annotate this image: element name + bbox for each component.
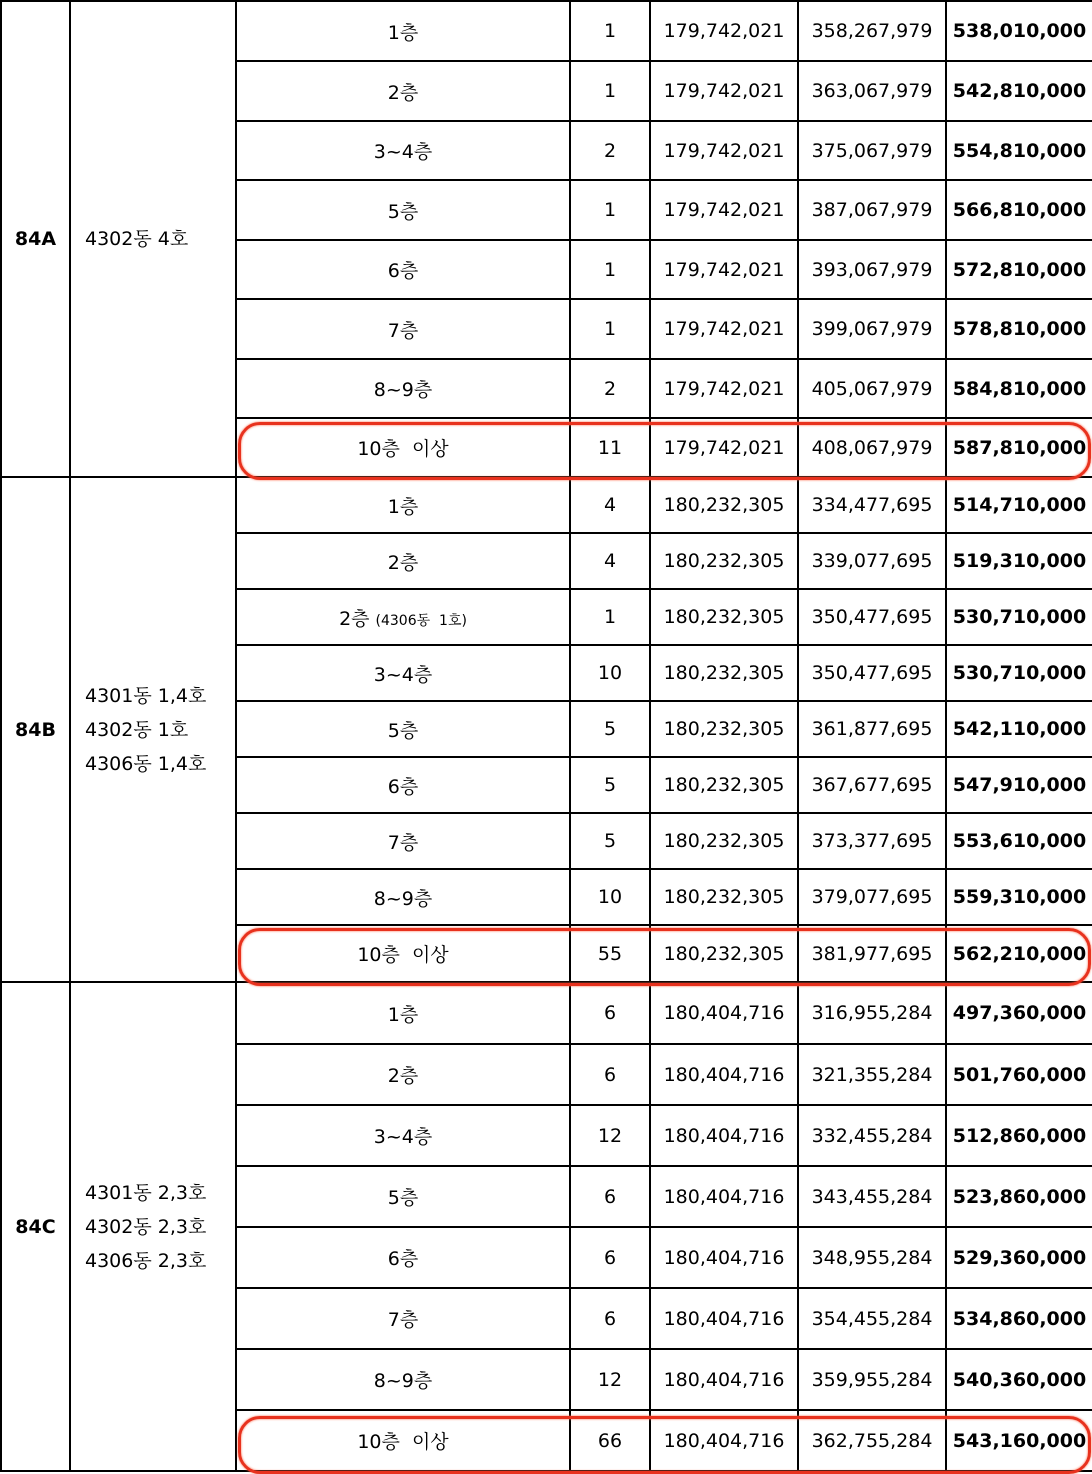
floor-cell: [236, 869, 570, 925]
floor-cell: [236, 925, 570, 982]
floor-cell: [236, 645, 570, 701]
land-price-cell: 180,232,305: [650, 813, 798, 869]
land-price-cell: 180,404,716: [650, 1349, 798, 1410]
building-price-cell: 361,877,695: [798, 701, 946, 757]
building-price-cell: 393,067,979: [798, 240, 946, 299]
floor-cell: [236, 1288, 570, 1349]
floor-label: 10층 이상: [357, 944, 449, 966]
land-price-cell: 179,742,021: [650, 121, 798, 180]
floor-label: 2층: [339, 607, 370, 630]
units-cell: 6: [570, 1044, 650, 1105]
floor-cell: [236, 589, 570, 645]
units-cell: 2: [570, 359, 650, 418]
total-price-cell: 578,810,000: [946, 299, 1092, 359]
total-price-cell: 572,810,000: [946, 240, 1092, 299]
total-price-cell: 497,360,000: [946, 982, 1092, 1044]
building-list-cell: [70, 982, 236, 1471]
land-price-cell: 179,742,021: [650, 418, 798, 477]
floor-cell: [236, 701, 570, 757]
floor-label: 5층: [387, 1187, 419, 1209]
total-price-cell: 540,360,000: [946, 1349, 1092, 1410]
units-cell: 5: [570, 757, 650, 813]
floor-label: 1층: [387, 21, 419, 44]
units-cell: 11: [570, 418, 650, 477]
floor-label: 5층: [387, 719, 419, 742]
building-price-cell: 399,067,979: [798, 299, 946, 359]
total-price-cell: 547,910,000: [946, 757, 1092, 813]
floor-label: 6층: [387, 1248, 419, 1270]
floor-cell: [236, 240, 570, 299]
unit-type-cell: 84A: [1, 1, 70, 477]
building-price-cell: 334,477,695: [798, 477, 946, 533]
land-price-cell: 180,404,716: [650, 1227, 798, 1288]
units-cell: 66: [570, 1410, 650, 1471]
table-row: [1, 1, 1092, 61]
floor-label: 10층 이상: [357, 438, 449, 460]
total-price-cell: 542,110,000: [946, 701, 1092, 757]
land-price-cell: 180,404,716: [650, 1044, 798, 1105]
units-cell: 1: [570, 589, 650, 645]
total-price-cell: 554,810,000: [946, 121, 1092, 180]
land-price-cell: 180,232,305: [650, 533, 798, 589]
units-cell: 6: [570, 1166, 650, 1227]
floor-cell: [236, 299, 570, 359]
total-price-cell: 566,810,000: [946, 180, 1092, 240]
land-price-cell: 179,742,021: [650, 1, 798, 61]
floor-label: 10층 이상: [357, 1431, 449, 1453]
floor-label: 1층: [387, 495, 419, 518]
floor-cell: [236, 121, 570, 180]
land-price-cell: 180,232,305: [650, 869, 798, 925]
total-price-cell: 538,010,000: [946, 1, 1092, 61]
units-cell: 4: [570, 533, 650, 589]
floor-label: 2층: [387, 1065, 419, 1087]
floor-note: (4306동 1호): [375, 612, 467, 629]
floor-cell: [236, 359, 570, 418]
floor-label: 8~9층: [373, 1370, 433, 1392]
units-cell: 1: [570, 240, 650, 299]
units-cell: 10: [570, 869, 650, 925]
building-line: 4302동 4호: [85, 228, 189, 250]
unit-type-cell: 84B: [1, 477, 70, 982]
building-line: 4302동 2,3호: [85, 1215, 207, 1238]
land-price-cell: 179,742,021: [650, 299, 798, 359]
building-list-cell: [70, 1, 236, 477]
building-price-cell: 381,977,695: [798, 925, 946, 982]
units-cell: 6: [570, 982, 650, 1044]
floor-cell: [236, 813, 570, 869]
units-cell: 1: [570, 1, 650, 61]
units-cell: 1: [570, 61, 650, 121]
floor-cell: [236, 982, 570, 1044]
building-price-cell: 348,955,284: [798, 1227, 946, 1288]
total-price-cell: 501,760,000: [946, 1044, 1092, 1105]
building-price-cell: 359,955,284: [798, 1349, 946, 1410]
building-price-cell: 321,355,284: [798, 1044, 946, 1105]
building-line: 4301동 1,4호: [85, 684, 207, 707]
land-price-cell: 180,232,305: [650, 589, 798, 645]
floor-label: 3~4층: [373, 663, 433, 686]
floor-cell: [236, 477, 570, 533]
floor-cell: [236, 533, 570, 589]
floor-cell: [236, 1410, 570, 1471]
land-price-cell: 180,404,716: [650, 982, 798, 1044]
floor-cell: [236, 180, 570, 240]
total-price-cell: 512,860,000: [946, 1105, 1092, 1166]
building-price-cell: 362,755,284: [798, 1410, 946, 1471]
units-cell: 12: [570, 1105, 650, 1166]
floor-label: 7층: [387, 319, 419, 342]
floor-label: 8~9층: [373, 887, 433, 910]
land-price-cell: 180,232,305: [650, 645, 798, 701]
units-cell: 5: [570, 813, 650, 869]
floor-label: 7층: [387, 1309, 419, 1331]
building-price-cell: 405,067,979: [798, 359, 946, 418]
building-price-cell: 350,477,695: [798, 645, 946, 701]
floor-label: 2층: [387, 81, 419, 104]
building-line: 4302동 1호: [85, 718, 189, 741]
floor-cell: [236, 1105, 570, 1166]
land-price-cell: 179,742,021: [650, 61, 798, 121]
units-cell: 12: [570, 1349, 650, 1410]
total-price-cell: 553,610,000: [946, 813, 1092, 869]
floor-label: 1층: [387, 1003, 419, 1026]
building-price-cell: 316,955,284: [798, 982, 946, 1044]
land-price-cell: 180,404,716: [650, 1288, 798, 1349]
building-price-cell: 408,067,979: [798, 418, 946, 477]
floor-label: 2층: [387, 551, 419, 574]
floor-label: 6층: [387, 775, 419, 798]
land-price-cell: 180,232,305: [650, 477, 798, 533]
floor-cell: [236, 1227, 570, 1288]
units-cell: 55: [570, 925, 650, 982]
price-table-body: [1, 1, 1092, 1471]
floor-label: 5층: [387, 200, 419, 223]
building-price-cell: 343,455,284: [798, 1166, 946, 1227]
total-price-cell: 562,210,000: [946, 925, 1092, 982]
floor-cell: [236, 1166, 570, 1227]
total-price-cell: 529,360,000: [946, 1227, 1092, 1288]
floor-label: 6층: [387, 260, 419, 282]
unit-type-cell: 84C: [1, 982, 70, 1471]
floor-label: 7층: [387, 831, 419, 854]
table-row: [1, 477, 1092, 533]
floor-label: 3~4층: [373, 141, 433, 163]
land-price-cell: 180,404,716: [650, 1410, 798, 1471]
building-list-cell: [70, 477, 236, 982]
land-price-cell: 180,404,716: [650, 1166, 798, 1227]
total-price-cell: 530,710,000: [946, 645, 1092, 701]
total-price-cell: 584,810,000: [946, 359, 1092, 418]
total-price-cell: 543,160,000: [946, 1410, 1092, 1471]
land-price-cell: 180,232,305: [650, 925, 798, 982]
floor-label: 3~4층: [373, 1126, 433, 1148]
units-cell: 2: [570, 121, 650, 180]
building-price-cell: 367,677,695: [798, 757, 946, 813]
floor-cell: [236, 1349, 570, 1410]
units-cell: 5: [570, 701, 650, 757]
building-price-cell: 332,455,284: [798, 1105, 946, 1166]
units-cell: 4: [570, 477, 650, 533]
land-price-cell: 180,232,305: [650, 701, 798, 757]
total-price-cell: 523,860,000: [946, 1166, 1092, 1227]
building-price-cell: 363,067,979: [798, 61, 946, 121]
units-cell: 1: [570, 299, 650, 359]
land-price-cell: 180,232,305: [650, 757, 798, 813]
land-price-cell: 179,742,021: [650, 359, 798, 418]
total-price-cell: 534,860,000: [946, 1288, 1092, 1349]
total-price-cell: 519,310,000: [946, 533, 1092, 589]
building-price-cell: 358,267,979: [798, 1, 946, 61]
land-price-cell: 180,404,716: [650, 1105, 798, 1166]
units-cell: 10: [570, 645, 650, 701]
building-price-cell: 387,067,979: [798, 180, 946, 240]
units-cell: 1: [570, 180, 650, 240]
building-line: 4301동 2,3호: [85, 1181, 207, 1204]
total-price-cell: 530,710,000: [946, 589, 1092, 645]
building-price-cell: 373,377,695: [798, 813, 946, 869]
table-row: [1, 982, 1092, 1044]
total-price-cell: 514,710,000: [946, 477, 1092, 533]
total-price-cell: 587,810,000: [946, 418, 1092, 477]
building-line: 4306동 2,3호: [85, 1249, 207, 1272]
floor-cell: [236, 418, 570, 477]
floor-cell: [236, 61, 570, 121]
units-cell: 6: [570, 1227, 650, 1288]
land-price-cell: 179,742,021: [650, 240, 798, 299]
building-price-cell: 379,077,695: [798, 869, 946, 925]
floor-cell: [236, 1044, 570, 1105]
building-price-cell: 339,077,695: [798, 533, 946, 589]
floor-label: 8~9층: [373, 379, 433, 401]
total-price-cell: 542,810,000: [946, 61, 1092, 121]
building-price-cell: 375,067,979: [798, 121, 946, 180]
building-line: 4306동 1,4호: [85, 752, 207, 775]
building-price-cell: 354,455,284: [798, 1288, 946, 1349]
land-price-cell: 179,742,021: [650, 180, 798, 240]
floor-cell: [236, 757, 570, 813]
building-price-cell: 350,477,695: [798, 589, 946, 645]
units-cell: 6: [570, 1288, 650, 1349]
floor-cell: [236, 1, 570, 61]
total-price-cell: 559,310,000: [946, 869, 1092, 925]
